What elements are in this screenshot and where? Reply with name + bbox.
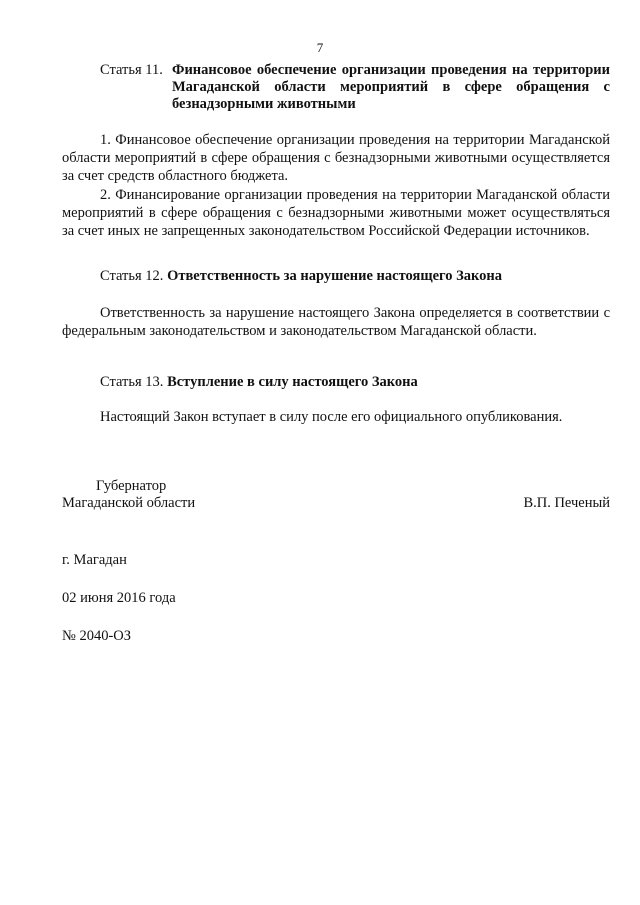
article-11-title: Финансовое обеспечение организации проведения на территории Магаданской области мероприятий в сфере обращения с безнадзорными животными: [172, 62, 610, 112]
article-13-title: Вступление в силу настоящего Закона: [167, 374, 418, 390]
article-11-paragraph-1: 1. Финансовое обеспечение организации проведения на территории Магаданской области мероприятий в сфере обращения с безнадзорными животными осуществляется за счет средств областного бюджета.: [62, 132, 610, 184]
article-12-title: Ответственность за нарушение настоящего Закона: [167, 268, 503, 284]
signing-city: г. Магадан: [62, 552, 127, 568]
article-12-heading: [62, 268, 610, 285]
article-13-heading: [62, 374, 610, 391]
article-13-paragraph: Настоящий Закон вступает в силу после его официального опубликования.: [100, 409, 563, 425]
signatory-title: Губернатор: [96, 478, 167, 494]
page-number: 7: [316, 40, 324, 55]
article-12-paragraph: Ответственность за нарушение настоящего Закона определяется в соответствии с федеральным законодательством и законодательством Магаданской области.: [62, 305, 610, 339]
signatory-name: В.П. Печеный: [523, 495, 610, 511]
signatory-region: Магаданской области: [62, 495, 196, 511]
article-12-label: Статья 12.: [100, 268, 164, 284]
article-13-label: Статья 13.: [100, 374, 164, 390]
article-11-paragraph-2: 2. Финансирование организации проведения на территории Магаданской области мероприятий в сфере обращения с безнадзорными животными может осуществляться за счет иных не запрещенных законодательством Российской Федерации источников.: [62, 187, 610, 239]
article-11-label: Статья 11.: [100, 62, 163, 78]
signing-date: 02 июня 2016 года: [62, 590, 176, 606]
law-number: № 2040-ОЗ: [62, 628, 132, 644]
